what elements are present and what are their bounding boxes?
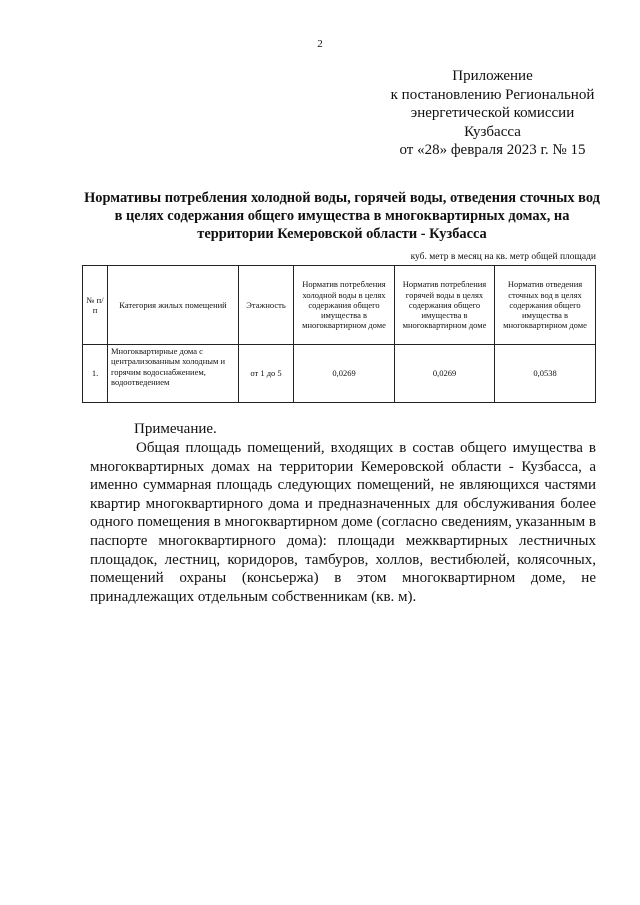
- cell-hot-water: 0,0269: [395, 345, 495, 403]
- appendix-line: Приложение: [452, 68, 533, 84]
- header-number: № п/п: [83, 266, 108, 345]
- document-title: Нормативы потребления холодной воды, горячей воды, отведения сточных вод в целях содержания общего имущества в многоквартирных домах, на территории Кемеровской области - Кузбасса: [84, 190, 600, 242]
- header-hot-water: Норматив потребления горячей воды в целях содержания общего имущества в многоквартирном доме: [395, 266, 495, 345]
- header-wastewater: Норматив отведения сточных вод в целях содержания общего имущества в многоквартирном доме: [495, 266, 596, 345]
- cell-wastewater: 0,0538: [495, 345, 596, 403]
- cell-category: Многоквартирные дома с централизованным холодным и горячим водоснабжением, водоотведением: [108, 345, 239, 403]
- appendix-line: энергетической комиссии: [410, 105, 575, 121]
- header-cold-water: Норматив потребления холодной воды в целях содержания общего имущества в многоквартирном доме: [294, 266, 395, 345]
- appendix-line: Кузбасса: [464, 123, 521, 140]
- norms-table: [82, 265, 596, 403]
- appendix-line: к постановлению Региональной: [390, 86, 595, 103]
- header-floors: Этажность: [239, 266, 294, 345]
- appendix-block: [360, 67, 625, 160]
- table-header-row: [83, 266, 596, 345]
- cell-cold-water: 0,0269: [294, 345, 395, 403]
- appendix-line: от «28» февраля 2023 г. № 15: [399, 142, 586, 158]
- note-body: Общая площадь помещений, входящих в состав общего имущества в многоквартирных домах на территории Кемеровской области - Кузбасса, а именно суммарная площадь следующих помещений, не являющихся частями квартир многоквартирного дома и предназначенных для обслуживания более одного помещения в многоквартирном доме (согласно сведениям, указанным в паспорте многоквартирного дома): площади межквартирных лестничных площадок, лестниц, коридоров, тамбуров, холлов, вестибюлей, колясочных, помещений охраны (консьержа) в этом многоквартирном доме, не принадлежащих отдельным собственникам (кв. м).: [90, 440, 596, 605]
- units-caption: куб. метр в месяц на кв. метр общей площади: [410, 252, 596, 262]
- table-row: [83, 345, 596, 403]
- header-category: Категория жилых помещений: [108, 266, 239, 345]
- cell-number: 1.: [83, 345, 108, 403]
- note-heading: Примечание.: [134, 421, 217, 437]
- cell-floors: от 1 до 5: [239, 345, 294, 403]
- page-number: 2: [317, 38, 323, 50]
